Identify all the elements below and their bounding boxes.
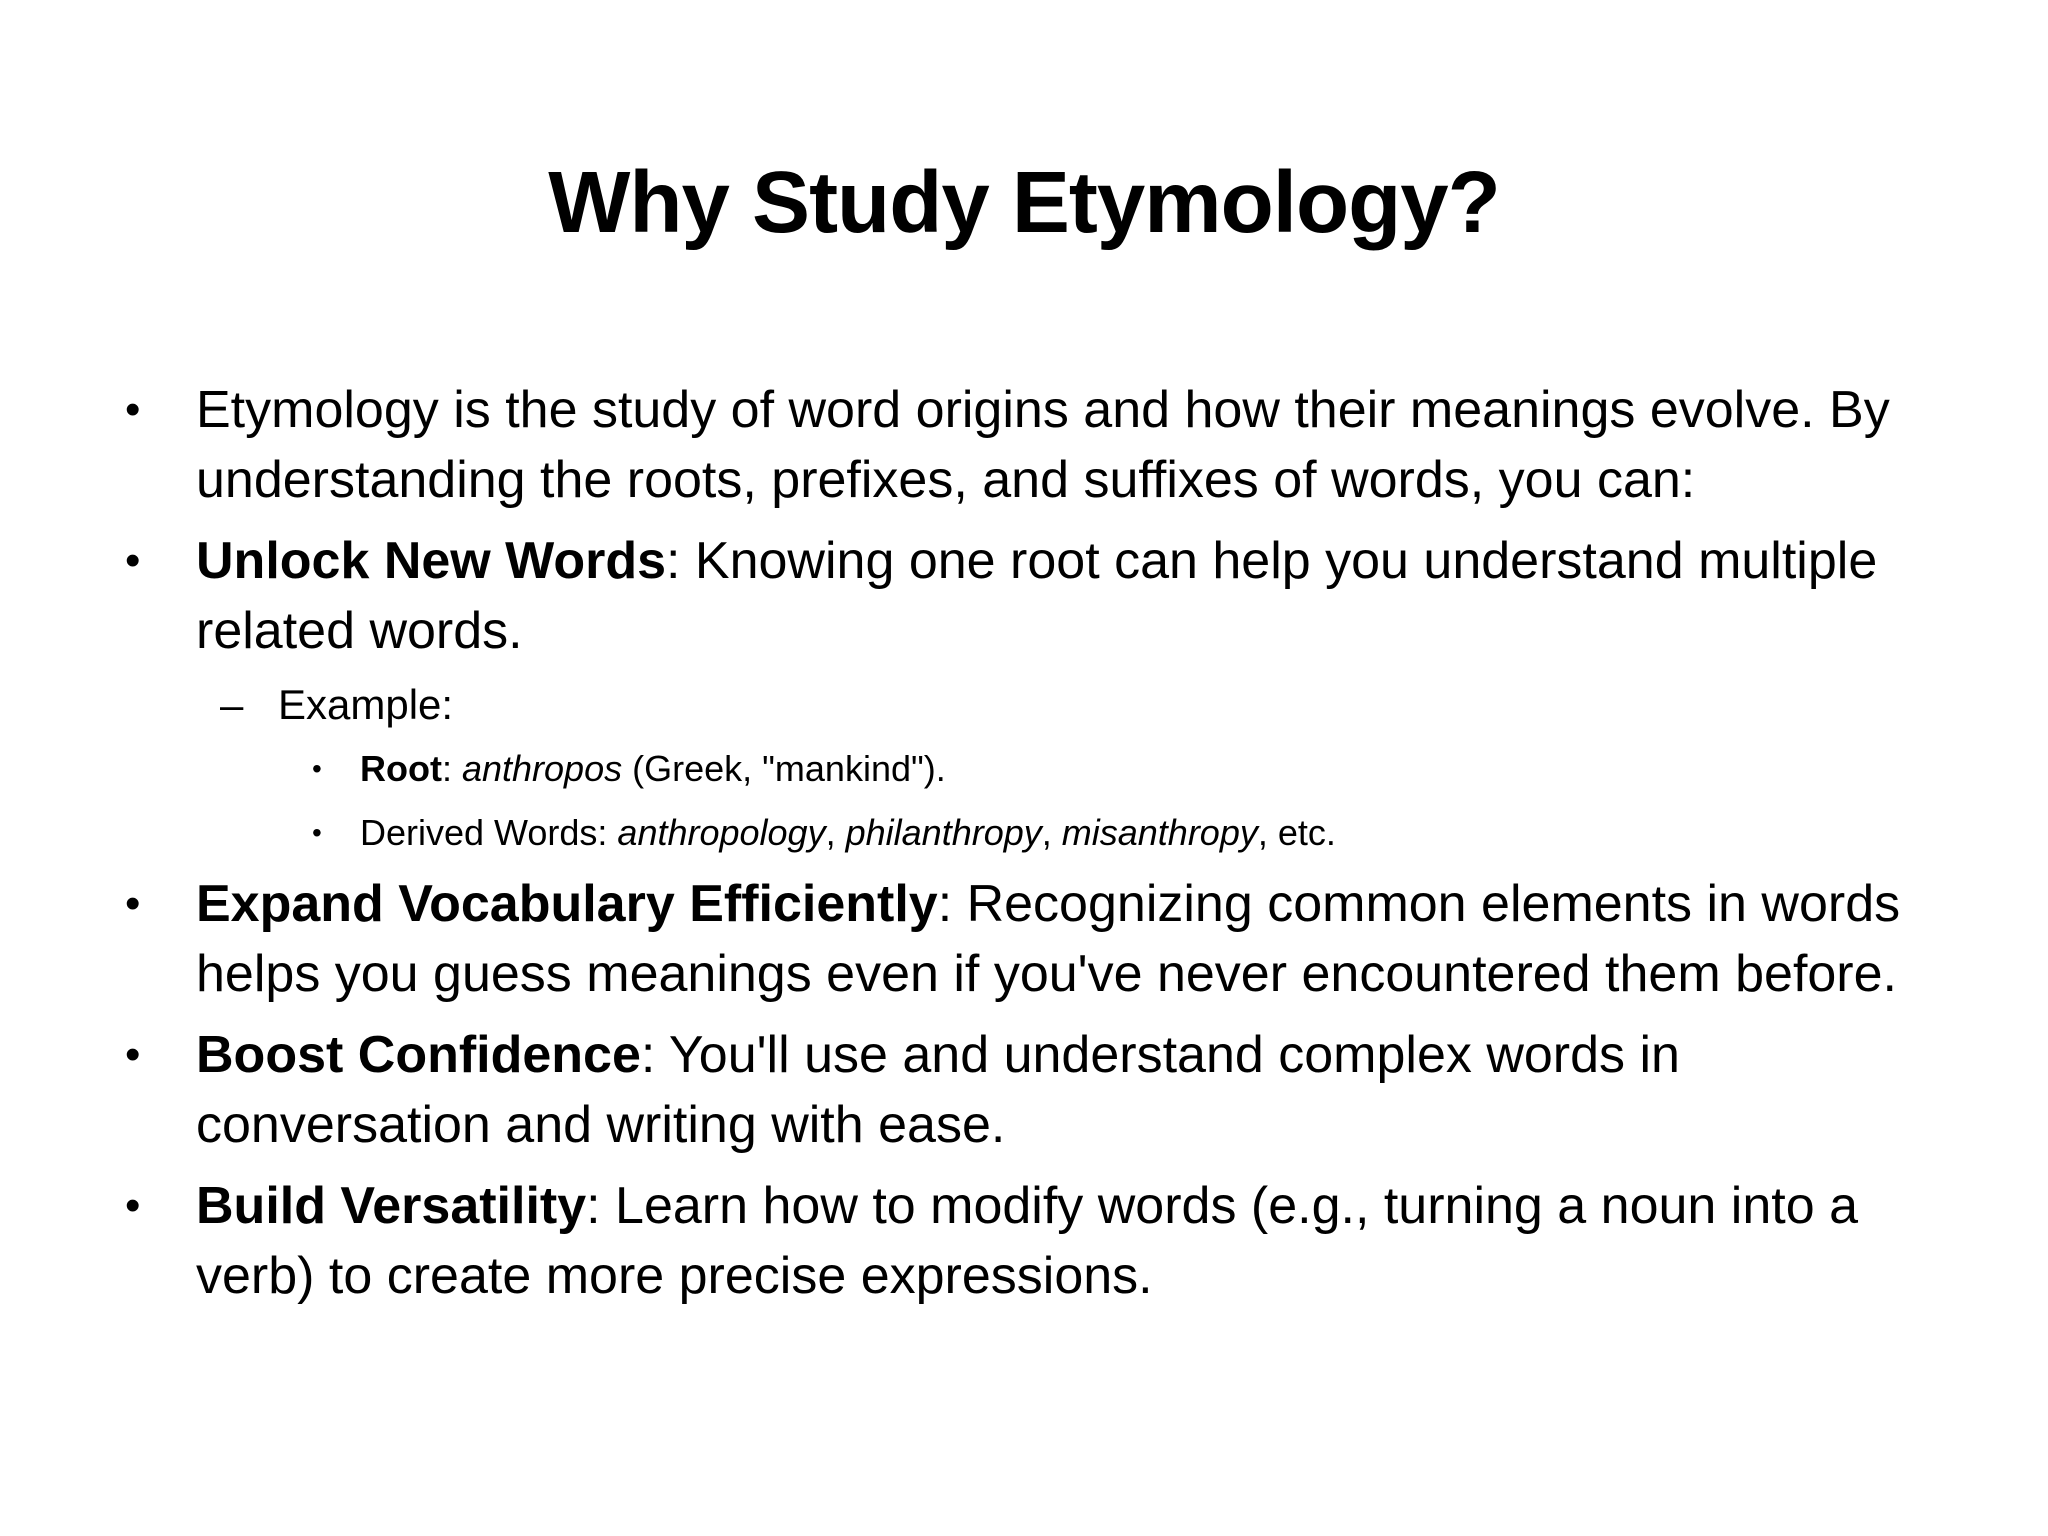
bullet-unlock-new-words	[110, 526, 1950, 666]
bullet-intro	[110, 375, 1950, 515]
bullet-text: : Learn how to modify words (e.g., turning a noun into a verb) to create more precise expressions.	[196, 1177, 1858, 1305]
root-sep: :	[441, 748, 462, 789]
bullet-text: : Knowing one root can help you understand multiple related words.	[196, 532, 1878, 660]
derived-tail: , etc.	[1257, 812, 1336, 853]
bullet-boost-confidence	[110, 1020, 1950, 1160]
derived-comma-2: ,	[1041, 812, 1062, 853]
bullet-heading: Unlock New Words	[196, 532, 667, 590]
sub-bullet-example	[110, 677, 1950, 733]
bullet-heading: Build Versatility	[196, 1177, 587, 1235]
bullet-dot-icon: •	[125, 879, 141, 928]
sub-sub-bullet-derived-words	[110, 805, 1950, 861]
derived-word-1: anthropology	[617, 812, 826, 853]
bullet-heading: Expand Vocabulary Efficiently	[196, 875, 938, 933]
derived-label: Derived Words:	[360, 812, 618, 853]
derived-word-2: philanthropy	[845, 812, 1042, 853]
bullet-dot-icon: •	[312, 753, 322, 784]
bullet-text: : Recognizing common elements in words helps you guess meanings even if you've never encountered them before.	[196, 875, 1901, 1003]
bullet-intro-text: Etymology is the study of word origins and how their meanings evolve. By understanding the roots, prefixes, and suffixes of words, you can:	[196, 381, 1890, 509]
sub-bullet-text: Example:	[278, 681, 454, 728]
bullet-build-versatility	[110, 1171, 1950, 1311]
bullet-dot-icon: •	[312, 817, 322, 848]
root-word: anthropos	[461, 748, 623, 789]
bullet-dot-icon: •	[125, 536, 141, 585]
bullet-text: : You'll use and understand complex words in conversation and writing with ease.	[196, 1026, 1680, 1154]
bullet-heading: Boost Confidence	[196, 1026, 641, 1084]
sub-sub-bullet-root	[110, 741, 1950, 797]
bullet-dot-icon: •	[125, 1181, 141, 1230]
root-text: (Greek, "mankind").	[622, 748, 946, 789]
slide-title: Why Study Etymology?	[548, 154, 1500, 251]
derived-word-3: misanthropy	[1061, 812, 1258, 853]
bullet-expand-vocabulary	[110, 869, 1950, 1009]
root-heading: Root	[360, 748, 442, 789]
dash-icon: –	[220, 681, 244, 728]
derived-comma-1: ,	[825, 812, 846, 853]
bullet-dot-icon: •	[125, 1030, 141, 1079]
bullet-dot-icon: •	[125, 385, 141, 434]
slide-body	[110, 375, 1950, 1322]
